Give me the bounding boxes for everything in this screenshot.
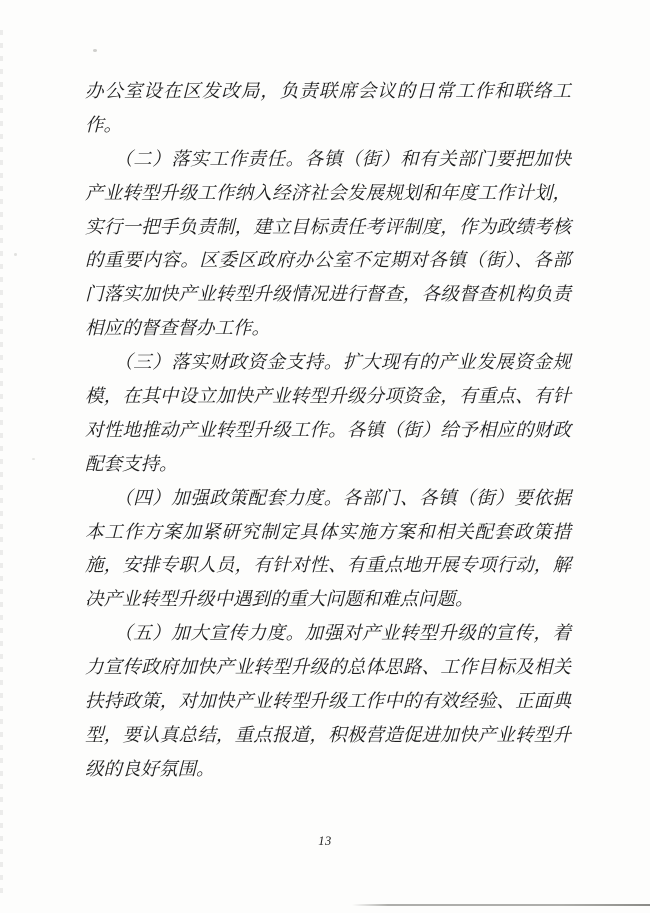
text-line: （二）落实工作责任。各镇（街）和有关部门要把加快 <box>114 149 571 170</box>
text-line: 扶持政策，对加快产业转型升级工作中的有效经验、正面典 <box>85 692 571 713</box>
text-line: （四）加强政策配套力度。各部门、各镇（街）要依据 <box>114 488 571 509</box>
scan-noise-left-edge <box>0 30 3 898</box>
text-line: 办公室设在区发改局，负责联席会议的日常工作和联络工 <box>85 82 571 102</box>
scan-speck <box>93 49 97 52</box>
document-body-text <box>85 76 571 788</box>
text-line: 实行一把手负责制，建立目标责任考评制度，作为政绩考核 <box>85 217 571 238</box>
text-line: 对性地推动产业转型升级工作。各镇（街）给予相应的财政 <box>85 420 571 441</box>
text-line: 级的良好氛围。 <box>85 759 215 780</box>
text-line: 施，安排专职人员，有针对性、有重点地开展专项行动，解 <box>85 556 571 577</box>
text-line: 作。 <box>85 115 123 136</box>
text-line: （三）落实财政资金支持。扩大现有的产业发展资金规 <box>114 353 571 374</box>
text-line: 力宣传政府加快产业转型升级的总体思路、工作目标及相关 <box>85 658 571 679</box>
scan-speck <box>14 253 17 256</box>
text-line: 产业转型升级工作纳入经济社会发展规划和年度工作计划， <box>85 183 571 204</box>
text-line: 模，在其中设立加快产业转型升级分项资金，有重点、有针 <box>85 387 571 408</box>
page-number: 13 <box>318 834 332 848</box>
scan-speck <box>32 458 35 460</box>
text-line: 决产业转型升级中遇到的重大问题和难点问题。 <box>85 590 474 611</box>
text-line: 型，要认真总结，重点报道，积极营造促进加快产业转型升 <box>85 725 571 746</box>
text-line: 本工作方案加紧研究制定具体实施方案和相关配套政策措 <box>85 522 571 543</box>
scan-artifact-bottom-line <box>352 904 650 906</box>
text-line: 相应的督查督办工作。 <box>85 319 271 340</box>
text-line: 的重要内容。区委区政府办公室不定期对各镇（街）、各部 <box>85 251 571 272</box>
text-line: 配套支持。 <box>85 454 178 475</box>
text-line: （五）加大宣传力度。加强对产业转型升级的宣传，着 <box>114 624 571 645</box>
text-line: 门落实加快产业转型升级情况进行督查，各级督查机构负责 <box>85 285 571 306</box>
